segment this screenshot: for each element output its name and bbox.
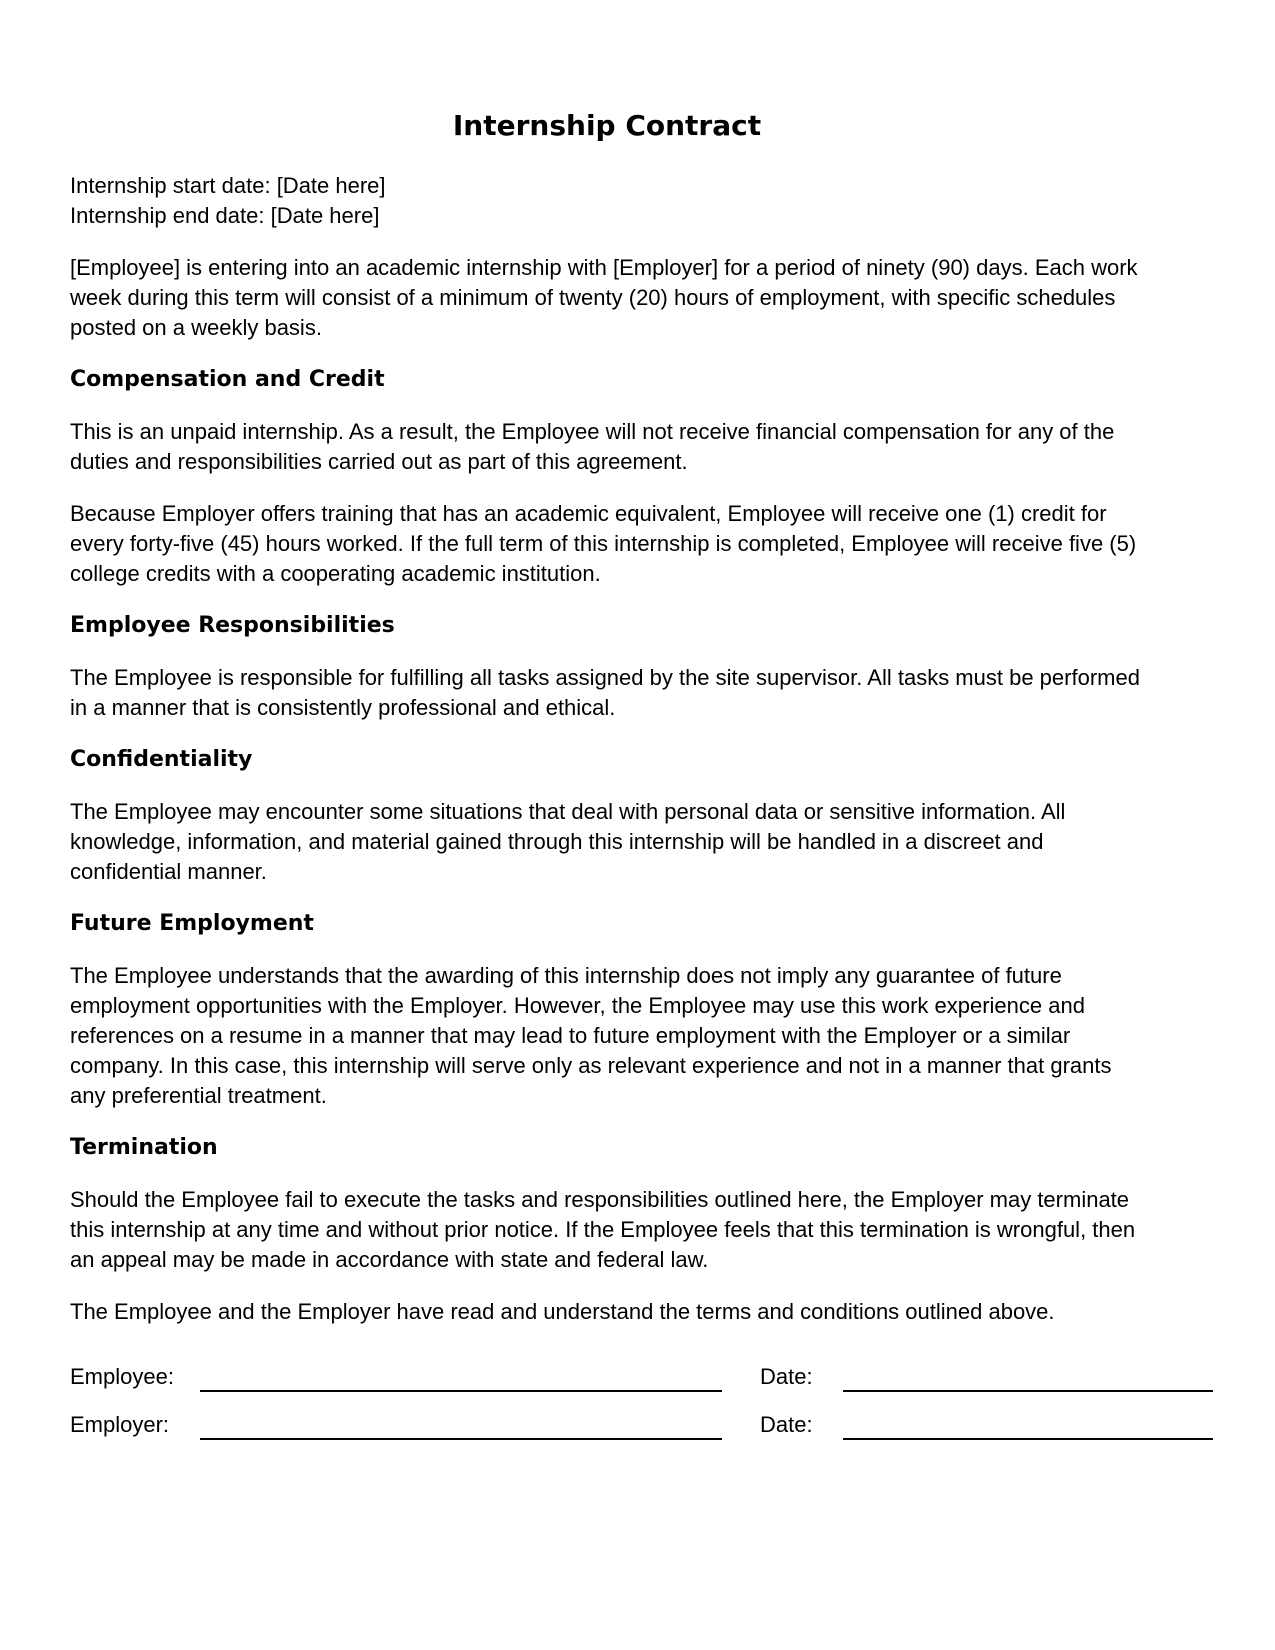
internship-dates <box>70 171 1144 231</box>
start-date-label: Internship start date: <box>70 173 271 198</box>
employer-date-line[interactable] <box>843 1410 1213 1440</box>
signature-row-employee <box>70 1362 1144 1392</box>
section-paragraph: The Employee understands that the awarding of this internship does not imply any guarantee of future employment opportunities with the Employer. However, the Employee may use this work experience and references on a resume in a manner that may lead to future employment with the Employer or a similar company. In this case, this internship will serve only as relevant experience and not in a manner that grants any preferential treatment. <box>70 963 1112 1108</box>
employee-signature-label: Employee: <box>70 1364 174 1389</box>
start-date-placeholder[interactable]: [Date here] <box>276 173 386 198</box>
end-date-label: Internship end date: <box>70 203 265 228</box>
employee-date-line[interactable] <box>843 1362 1213 1392</box>
closing-paragraph: The Employee and the Employer have read and understand the terms and conditions outlined above. <box>70 1299 1055 1324</box>
section-paragraph: Should the Employee fail to execute the tasks and responsibilities outlined here, the Employer may terminate this internship at any time and without prior notice. If the Employee feels that this termination is wrongful, then an appeal may be made in accordance with state and federal law. <box>70 1187 1136 1272</box>
section-paragraph: Because Employer offers training that has an academic equivalent, Employee will receive one (1) credit for every forty-five (45) hours worked. If the full term of this internship is completed, Employee will receive five (5) college credits with a cooperating academic institution. <box>70 501 1137 586</box>
section-paragraph: The Employee is responsible for fulfilling all tasks assigned by the site supervisor. All tasks must be performed in a manner that is consistently professional and ethical. <box>70 665 1140 720</box>
employer-signature-label: Employer: <box>70 1412 170 1437</box>
end-date-placeholder[interactable]: [Date here] <box>270 203 380 228</box>
section-paragraph: The Employee may encounter some situations that deal with personal data or sensitive information. All knowledge, information, and material gained through this internship will be handled in a discreet and confidential manner. <box>70 799 1066 884</box>
section-heading-termination: Termination <box>70 1135 218 1160</box>
section-heading-compensation-and-credit: Compensation and Credit <box>70 367 385 392</box>
employer-date-label: Date: <box>760 1412 813 1437</box>
end-date-line <box>70 201 1144 231</box>
section-paragraph: This is an unpaid internship. As a result, the Employee will not receive financial compensation for any of the duties and responsibilities carried out as part of this agreement. <box>70 419 1115 474</box>
document-title: Internship Contract <box>452 109 762 142</box>
signature-row-employer <box>70 1410 1144 1440</box>
section-heading-employee-responsibilities: Employee Responsibilities <box>70 613 395 638</box>
section-heading-future-employment: Future Employment <box>70 911 314 936</box>
employee-date-label: Date: <box>760 1364 813 1389</box>
employer-signature-line[interactable] <box>200 1410 722 1440</box>
intro-paragraph: [Employee] is entering into an academic internship with [Employer] for a period of ninety (90) days. Each work week during this term will consist of a minimum of twenty (20) hours of employment, with specific schedules posted on a weekly basis. <box>70 255 1138 340</box>
employee-signature-line[interactable] <box>200 1362 722 1392</box>
start-date-line <box>70 171 1144 201</box>
section-heading-confidentiality: Confidentiality <box>70 747 253 772</box>
